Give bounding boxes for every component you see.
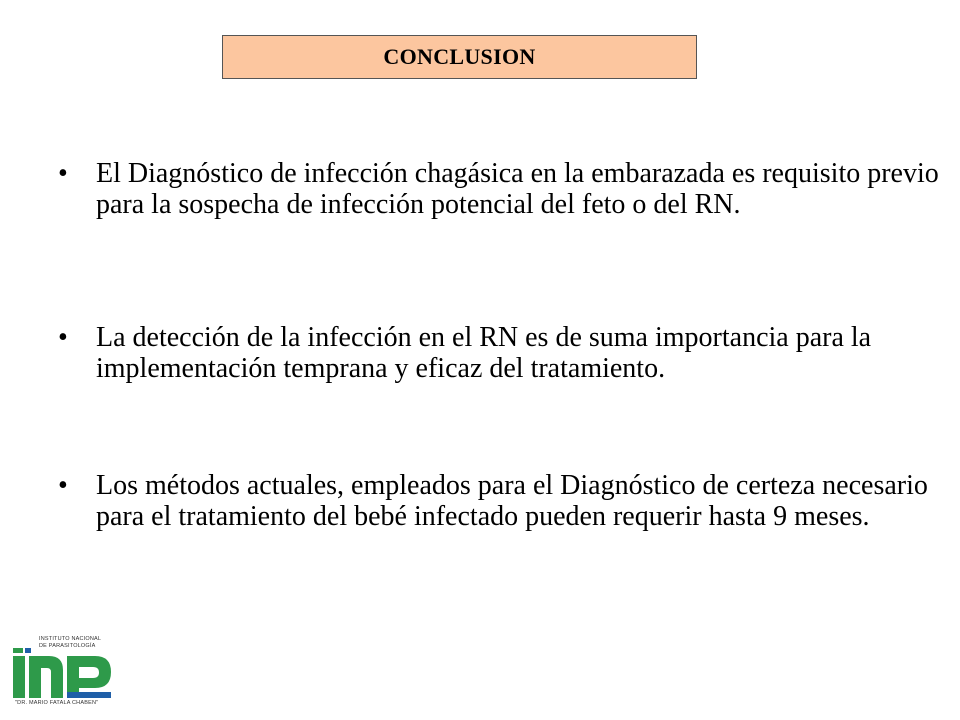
logo-institute-name: INSTITUTO NACIONAL DE PARASITOLOGÍA bbox=[39, 636, 102, 649]
slide-title: CONCLUSION bbox=[222, 35, 697, 79]
bullet-item bbox=[58, 470, 946, 532]
logo-subtitle: "DR. MARIO FATALA CHABEN" bbox=[15, 700, 99, 706]
bullet-text: Los métodos actuales, empleados para el Diagnóstico de certeza necesario para el tratamiento del bebé infectado pueden requerir hasta 9 meses. bbox=[96, 470, 928, 532]
bullet-text: El Diagnóstico de infección chagásica en la embarazada es requisito previo para la sospecha de infección potencial del feto o del RN. bbox=[96, 158, 939, 220]
bullet-marker: • bbox=[58, 158, 68, 189]
bullet-marker: • bbox=[58, 322, 68, 353]
bullet-item bbox=[58, 322, 946, 384]
institute-logo bbox=[13, 636, 123, 708]
bullet-item bbox=[58, 158, 946, 220]
bullet-text: La detección de la infección en el RN es de suma importancia para la implementación temprana y eficaz del tratamiento. bbox=[96, 322, 872, 384]
bullet-marker: • bbox=[58, 470, 68, 501]
inp-logo-mark bbox=[13, 648, 113, 698]
